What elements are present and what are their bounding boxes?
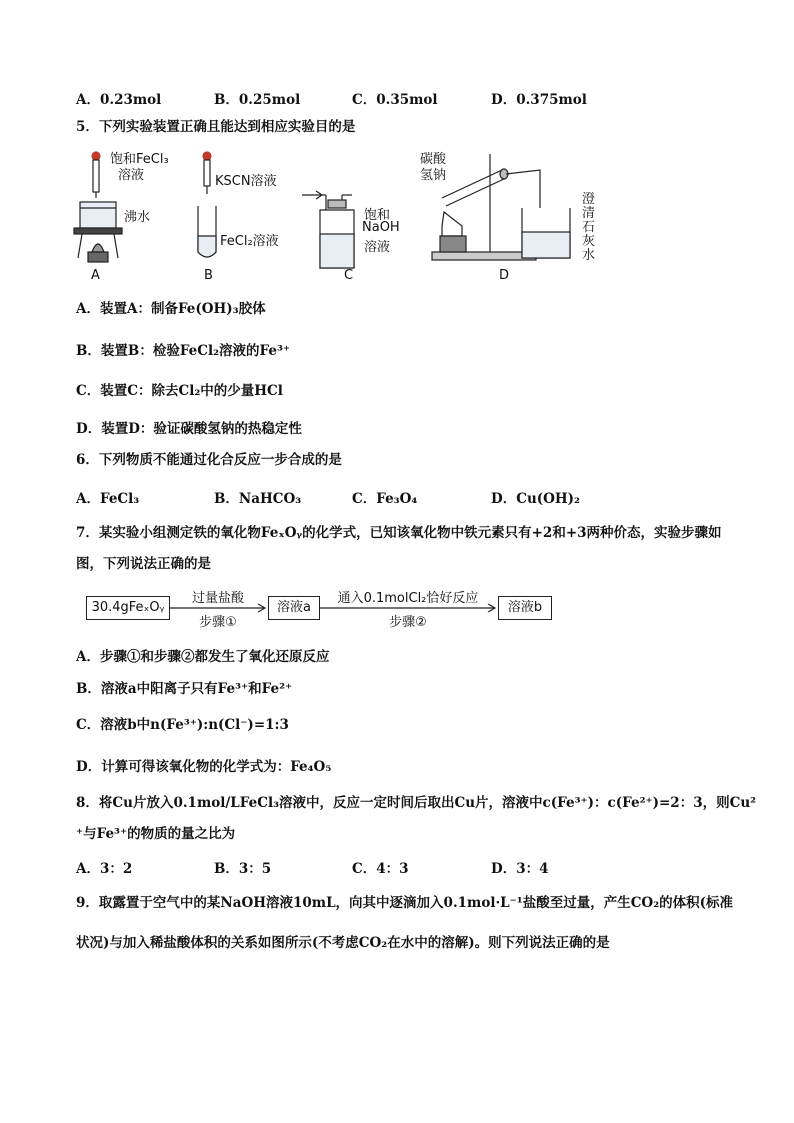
fig-c-reagent-line1: 饱和 <box>364 208 391 223</box>
q7-stem-line1: 7．某实验小组测定铁的氧化物FeₓOᵧ的化学式，已知该氧化物中铁元素只有+2和+3两种价态，实验步骤如 <box>76 525 722 541</box>
fig-d-lime-char-1: 澄 <box>582 192 596 207</box>
fig-a-reagent-line2: 溶液 <box>118 168 145 183</box>
q9-stem-line2: 状况)与加入稀盐酸体积的关系如图所示(不考虑CO₂在水中的溶解)。则下列说法正确的是 <box>76 935 610 951</box>
fig-label-a: A <box>91 268 100 283</box>
q8-option-a: A．3：2 <box>76 861 133 877</box>
q5-option-a: A．装置A：制备Fe(OH)₃胶体 <box>76 301 266 317</box>
q8-stem-line1: 8．将Cu片放入0.1mol/LFeCl₃溶液中，反应一定时间后取出Cu片，溶液中c(Fe³⁺)：c(Fe²⁺)=2：3，则Cu² <box>76 795 757 811</box>
q8-stem-line2: ⁺与Fe³⁺的物质的量之比为 <box>76 826 236 842</box>
q7-option-c: C．溶液b中n(Fe³⁺):n(Cl⁻)=1:3 <box>76 717 289 733</box>
q4-option-c: C．0.35mol <box>352 92 438 108</box>
q4-option-a: A．0.23mol <box>76 92 162 108</box>
q6-stem: 6．下列物质不能通过化合反应一步合成的是 <box>76 452 342 468</box>
q6-option-d: D．Cu(OH)₂ <box>491 491 580 507</box>
flow-end-box: 溶液b <box>498 596 552 620</box>
fig-d-reagent-line2: 氢钠 <box>420 168 447 183</box>
flow-step1-reagent: 过量盐酸 <box>191 591 244 606</box>
q6-option-c: C．Fe₃O₄ <box>352 491 418 507</box>
flow-step2-reagent: 通入0.1molCl₂恰好反应 <box>337 591 479 606</box>
fig-d-lime-char-5: 水 <box>582 248 596 263</box>
q5-option-d: D．装置D：验证碳酸氢钠的热稳定性 <box>76 421 302 437</box>
fig-d-lime-char-2: 清 <box>582 206 596 221</box>
q7-option-d: D．计算可得该氧化物的化学式为：Fe₄O₅ <box>76 759 332 775</box>
fig-a-water-label: 沸水 <box>124 210 151 225</box>
q5-option-b: B．装置B：检验FeCl₂溶液的Fe³⁺ <box>76 343 291 359</box>
q5-stem: 5．下列实验装置正确且能达到相应实验目的是 <box>76 119 356 135</box>
flow-start-box: 30.4gFeₓOᵧ <box>86 596 170 620</box>
q4-option-d: D．0.375mol <box>491 92 587 108</box>
fig-label-d: D <box>499 268 510 283</box>
fig-a-reagent-line1: 饱和FeCl₃ <box>110 152 169 167</box>
q7-option-a: A．步骤①和步骤②都发生了氧化还原反应 <box>76 649 330 665</box>
q5-option-c: C．装置C：除去Cl₂中的少量HCl <box>76 383 283 399</box>
fig-b-reagent-label: KSCN溶液 <box>215 174 277 189</box>
q4-option-b: B．0.25mol <box>214 92 301 108</box>
q8-option-b: B．3：5 <box>214 861 272 877</box>
q7-stem-line2: 图，下列说法正确的是 <box>76 556 211 572</box>
fig-c-reagent-line3: 溶液 <box>364 240 391 255</box>
fig-c-reagent-line2: NaOH <box>362 220 400 235</box>
q9-stem-line1: 9．取露置于空气中的某NaOH溶液10mL，向其中逐滴加入0.1mol·L⁻¹盐酸至过量，产生CO₂的体积(标准 <box>76 895 733 911</box>
q8-option-d: D．3：4 <box>491 861 549 877</box>
fig-d-lime-char-4: 灰 <box>582 234 596 249</box>
q6-option-b: B．NaHCO₃ <box>214 491 302 507</box>
q7-option-b: B．溶液a中阳离子只有Fe³⁺和Fe²⁺ <box>76 681 293 697</box>
fig-label-b: B <box>204 268 213 283</box>
fig-label-c: C <box>344 268 354 283</box>
flow-step1-label: 步骤① <box>199 615 237 630</box>
fig-d-lime-char-3: 石 <box>582 220 596 235</box>
q8-option-c: C．4：3 <box>352 861 409 877</box>
fig-b-tube-label: FeCl₂溶液 <box>220 234 279 249</box>
fig-d-reagent-line1: 碳酸 <box>420 152 447 167</box>
q6-option-a: A．FeCl₃ <box>76 491 140 507</box>
flow-step2-label: 步骤② <box>389 615 427 630</box>
flow-mid-box: 溶液a <box>268 596 320 620</box>
